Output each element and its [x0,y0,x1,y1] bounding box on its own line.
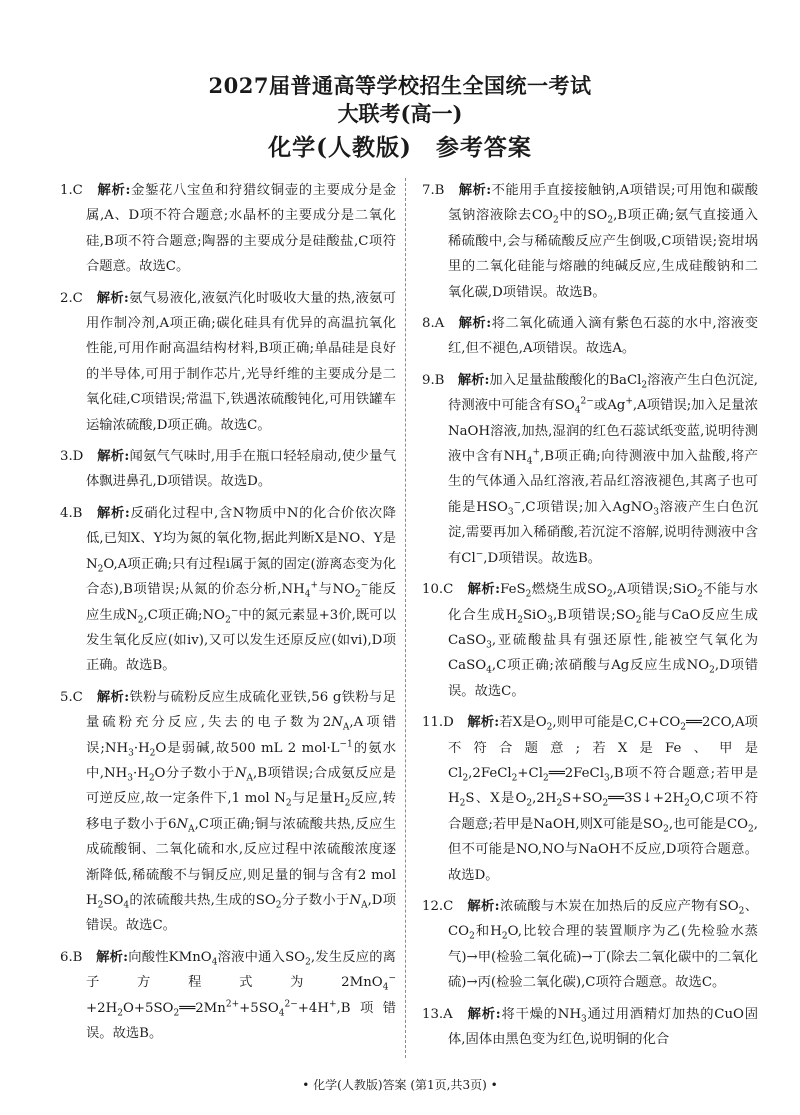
answer-number: 10.C [422,582,468,598]
right-column [422,178,758,1058]
analysis-label: 解析: [467,582,501,598]
page-footer: • 化学(人教版)答案 (第1页,共3页) • [302,1078,498,1092]
analysis-label: 解析: [96,689,130,705]
answer-item [60,501,396,679]
analysis-label: 解析: [467,1006,501,1022]
analysis-text: 向酸性KMnO$_4$溶液中通入$SO_2$,发生反应的离子方程式为$2MnO_4^-+2H_2O+5SO_2══2Mn^{2+}+5SO_4^{2-}+4H^+,B$项错误。故选B。 [86,949,396,1041]
analysis-text: 氨气易液化,液氨汽化时吸收大量的热,液氨可用作制冷剂,A项正确;碳化硅具有优异的高温抗氧化性能,可用作耐高温结构材料,B项正确;单晶硅是良好的半导体,可用于制作芯片,光导纤维的主要成分是二氧化硅,C项错误;常温下,铁遇浓硫酸钝化,可用铁罐车运输浓硫酸,D项正确。故选C。 [86,290,397,433]
answer-item [60,945,396,1047]
analysis-label: 解析: [96,290,129,306]
analysis-text: 若X是$O_2$,则甲可能是$C,C+CO_2══2CO,A$项不符合题意;若X是Fe、甲是$Cl_2,2FeCl_2+Cl_2══2FeCl_3,B$项不符合题意;若甲是$H_2S$、X是$O_2,2H_2S+SO_2══3S↓+2H_2O,C$项不符合题意;若甲是NaOH,则X可能是$SO_2$,也可能是$CO_2$,但不可能是NO,NO与NaOH不反应,D项符合题意。故选D。 [448,715,758,883]
analysis-label: 解析: [458,316,492,332]
analysis-text: 反硝化过程中,含N物质中N的化合价依次降低,已知X、Y均为氮的氧化物,据此判断X是NO、Y是$N_2O,A$项正确;只有过程i属于氮的固定(游离态变为化合态),B项错误;从氮的价态分析$,NH_4^+$与$NO_2^-$能反应生成$N_2,C$项正确$;NO_2^-$中的氮元素显+3价,既可以发生氧化反应(如iv),又可以发生还原反应(如vi),D项正确。故选B。 [86,505,397,674]
answer-item [422,311,758,362]
answer-key-title: 化学(人教版) 参考答案 [268,134,532,161]
answer-item [422,710,758,888]
answer-number: 6.B [60,949,97,965]
answer-number: 9.B [422,372,458,388]
answer-item [60,444,396,495]
answer-number: 7.B [422,183,459,198]
answer-number: 12.C [422,898,468,914]
answer-item [422,178,758,305]
answer-number: 4.B [60,505,98,521]
analysis-label: 解析: [467,715,500,731]
answer-item [422,368,758,571]
answer-number: 8.A [422,316,459,332]
analysis-text: 铁粉与硫粉反应生成硫化亚铁,56 g铁粉与足量硫粉充分反应,失去的电子数为$2N_A,A$项错误$;NH_3\cdot H_2O$是弱碱,故500 mL 2 $mol\cdot L^{-1}$的氨水中$,NH_3\cdot H_2O$分子数小于$N_A,B$项错误;合成氨反应是可逆反应,故一定条件下,1 mol $N_2$与足量$H_2$反应,转移电子数小于$6N_A,C$项正确;铜与浓硫酸共热,反应生成硫酸铜、二氧化硫和水,反应过程中浓硫酸浓度逐渐降低,稀硫酸不与铜反应,则足量的铜与含有2 mol $H_2SO_4$的浓硫酸共热,生成的$SO_2$分子数小于$N_A,D$项错误。故选C。 [86,689,397,934]
answer-number: 11.D [422,715,468,731]
analysis-text: 不能用手直接接触钠,A项错误;可用饱和碳酸氢钠溶液除去$CO_2$中的$SO_2,B$项正确;氨气直接通入稀硫酸中,会与稀硫酸反应产生倒吸,C项错误;瓷坩埚里的二氧化硅能与熔融的纯碱反应,生成硅酸钠和二氧化碳,D项错误。故选B。 [448,183,759,300]
answer-item [422,1002,758,1053]
analysis-label: 解析: [458,183,492,198]
analysis-text: 加入足量盐酸酸化的BaCl$_2$溶液产生白色沉淀,待测液中可能含有$SO_4^{2-}$或Ag+,A项错误;加入足量浓NaOH溶液,加热,湿润的红色石蕊试纸变蓝,说明待测液中含有$NH_4^+,B$项正确;向待测液中加入盐酸,将产生的气体通入品红溶液,若品红溶液褪色,其离子也可能是$HSO_3^-,C$项错误;加入AgNO$_3$溶液产生白色沉淀,需要再加入稀硝酸,若沉淀不溶解,说明待测液中含有Cl−,D项错误。故选B。 [448,372,759,566]
answer-number: 13.A [422,1006,468,1022]
analysis-text: 将二氧化硫通入滴有紫色石蕊的水中,溶液变红,但不褪色,A项错误。故选A。 [448,316,758,357]
exam-title: 2027届普通高等学校招生全国统一考试 [208,73,592,98]
analysis-text: 闻氨气气味时,用手在瓶口轻轻扇动,使少量气体飘进鼻孔,D项错误。故选D。 [86,449,396,490]
answer-number: 1.C [60,183,98,198]
answer-item [60,286,396,438]
analysis-label: 解析: [97,505,130,521]
analysis-text: 将干燥的$NH_3$通过用酒精灯加热的CuO固体,固体由黑色变为红色,说明铜的化合 [448,1006,759,1047]
analysis-label: 解析: [467,898,500,914]
answer-item [422,894,758,996]
analysis-label: 解析: [97,449,130,465]
left-column [60,178,396,1052]
analysis-text: 金錾花八宝鱼和狩猎纹铜壶的主要成分是金属,A、D项不符合题意;水晶杯的主要成分是二氧化硅,B项不符合题意;陶器的主要成分是硅酸盐,C项符合题意。故选C。 [86,183,396,275]
analysis-label: 解析: [97,183,131,198]
analysis-label: 解析: [96,949,129,965]
answer-item [422,577,758,704]
answer-item [60,178,396,280]
analysis-text: FeS$_2$燃烧生成$SO_2,A$项错误;SiO$_2$不能与水化合生成$H_2SiO_3,B$项错误$;SO_2$能与CaO反应生成CaSO$_3$,亚硫酸盐具有强还原性,能被空气氧化为CaSO$_4$,C项正确;浓硝酸与Ag反应生成$NO_2,D$项错误。故选C。 [448,582,759,699]
exam-subtitle: 大联考(高一) [337,101,463,126]
answer-number: 5.C [60,689,97,705]
answer-number: 3.D [60,449,98,465]
analysis-label: 解析: [457,372,490,388]
answer-number: 2.C [60,290,97,306]
analysis-text: 浓硫酸与木炭在加热后的反应产物有$SO_2$、$CO_2$和$H_2O$,比较合理的装置顺序为乙(先检验水蒸气)→甲(检验二氧化硫)→丁(除去二氧化碳中的二氧化硫)→丙(检验二氧化碳),C项符合题意。故选C。 [448,898,759,991]
column-divider [405,178,406,1058]
answer-item [60,685,396,939]
